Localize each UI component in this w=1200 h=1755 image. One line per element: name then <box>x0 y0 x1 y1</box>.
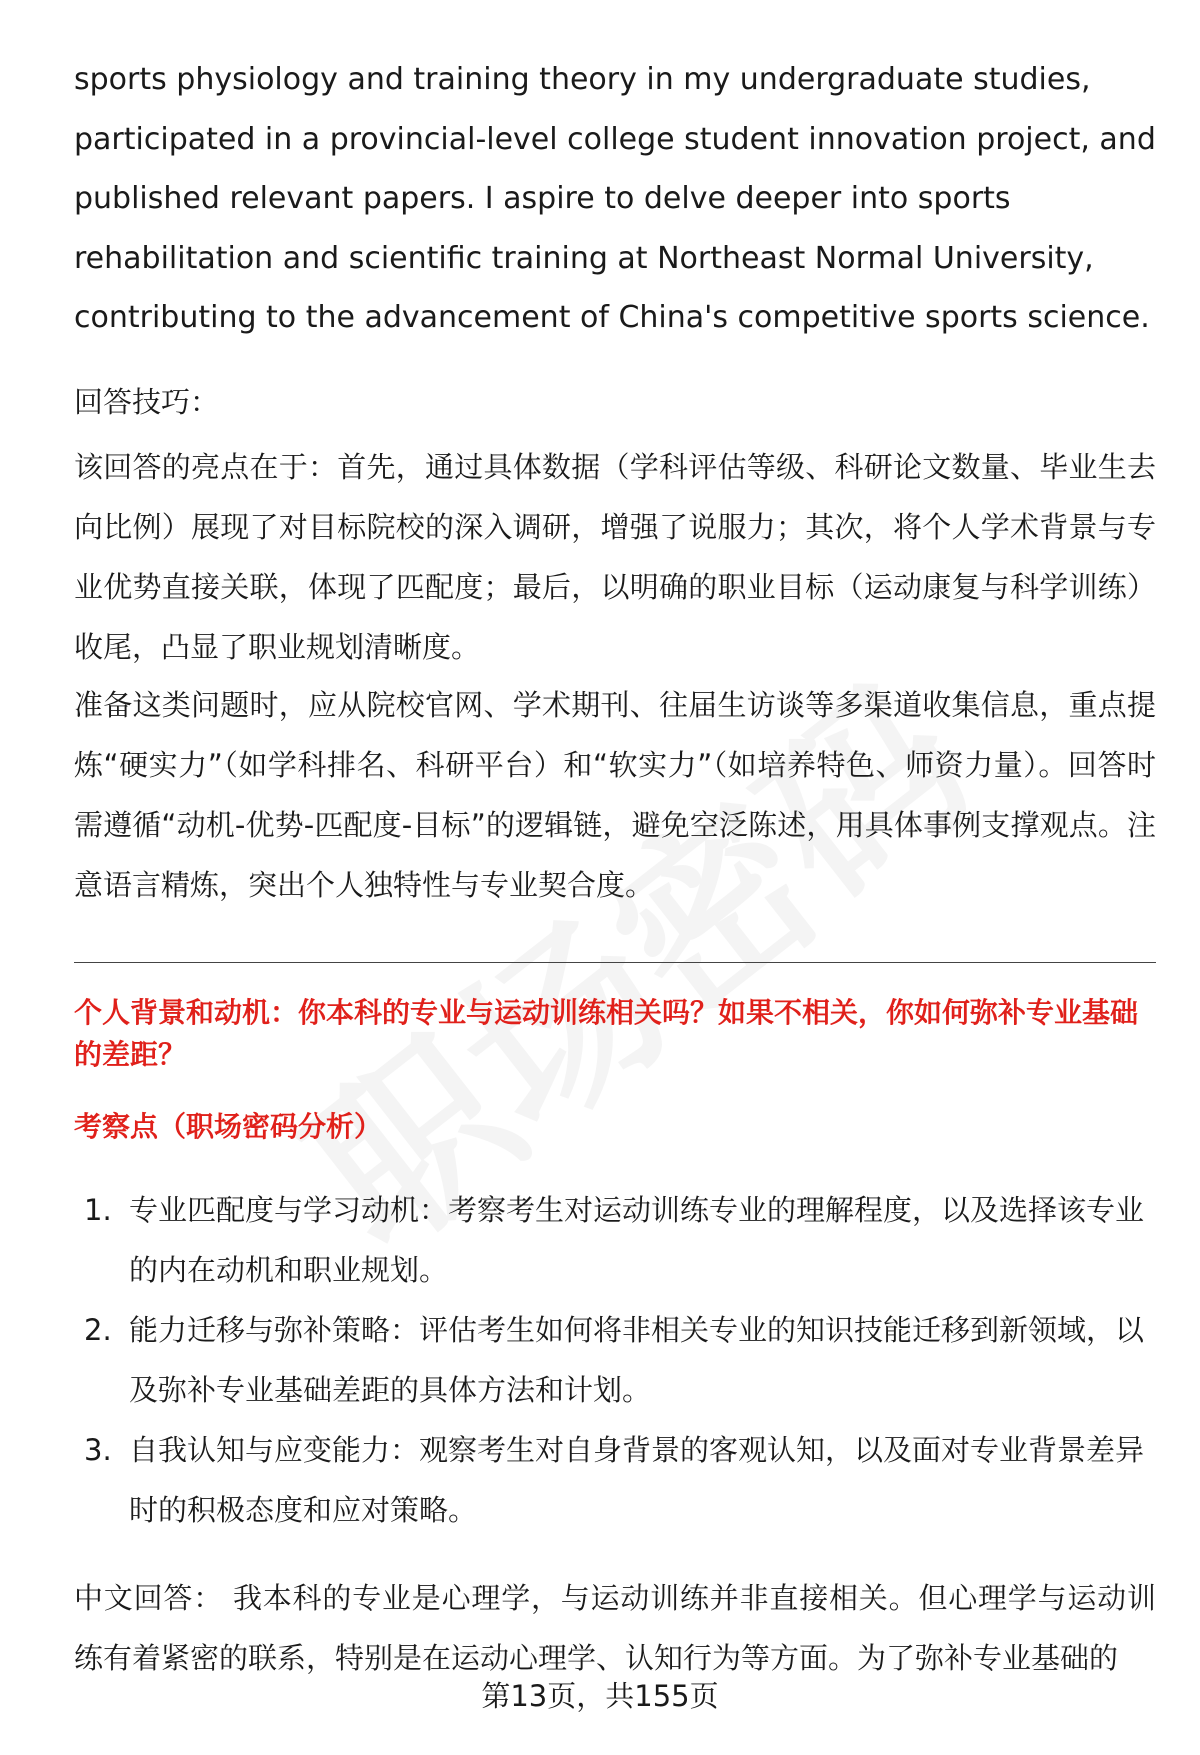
focus-list <box>74 1180 1156 1540</box>
list-item-text: 专业匹配度与学习动机：考察考生对运动训练专业的理解程度，以及选择该专业的内在动机和职业规划。 <box>129 1193 1145 1287</box>
list-item-number: 2. <box>84 1313 112 1347</box>
tips-label: 回答技巧： <box>74 385 220 419</box>
list-item <box>74 1300 1156 1420</box>
list-item-number: 3. <box>84 1433 112 1467</box>
list-item <box>74 1180 1156 1300</box>
english-paragraph: sports physiology and training theory in my undergraduate studies, participated in a provincial-level college student innovation project, and published relevant papers. I aspire to delve deeper into sports rehabilitation and scientific training at Northeast Normal University, contributing to the advancement of China's competitive sports science. <box>74 62 1156 335</box>
answer-paragraph: 中文回答： 我本科的专业是心理学，与运动训练并非直接相关。但心理学与运动训练有着紧密的联系，特别是在运动心理学、认知行为等方面。为了弥补专业基础的 <box>74 1581 1156 1675</box>
list-item-number: 1. <box>84 1193 112 1227</box>
page-footer: 第13页，共155页 <box>481 1679 719 1713</box>
list-item-text: 能力迁移与弥补策略：评估考生如何将非相关专业的知识技能迁移到新领域，以及弥补专业基础差距的具体方法和计划。 <box>129 1313 1145 1407</box>
section-divider <box>74 962 1156 963</box>
list-item-text: 自我认知与应变能力：观察考生对自身背景的客观认知，以及面对专业背景差异时的积极态度和应对策略。 <box>129 1433 1145 1527</box>
tips-paragraph-2: 准备这类问题时，应从院校官网、学术期刊、往届生访谈等多渠道收集信息，重点提炼“硬实力”（如学科排名、科研平台）和“软实力”（如培养特色、师资力量）。回答时需遵循“动机-优势-匹配度-目标”的逻辑链，避免空泛陈述，用具体事例支撑观点。注意语言精炼，突出个人独特性与专业契合度。 <box>74 688 1156 902</box>
focus-title: 考察点（职场密码分析） <box>74 1110 383 1143</box>
question-heading: 个人背景和动机：你本科的专业与运动训练相关吗？如果不相关，你如何弥补专业基础的差距？ <box>74 996 1139 1071</box>
list-item <box>74 1420 1156 1540</box>
tips-paragraph-1: 该回答的亮点在于：首先，通过具体数据（学科评估等级、科研论文数量、毕业生去向比例）展现了对目标院校的深入调研，增强了说服力；其次，将个人学术背景与专业优势直接关联，体现了匹配度；最后，以明确的职业目标（运动康复与科学训练）收尾，凸显了职业规划清晰度。 <box>74 450 1156 664</box>
